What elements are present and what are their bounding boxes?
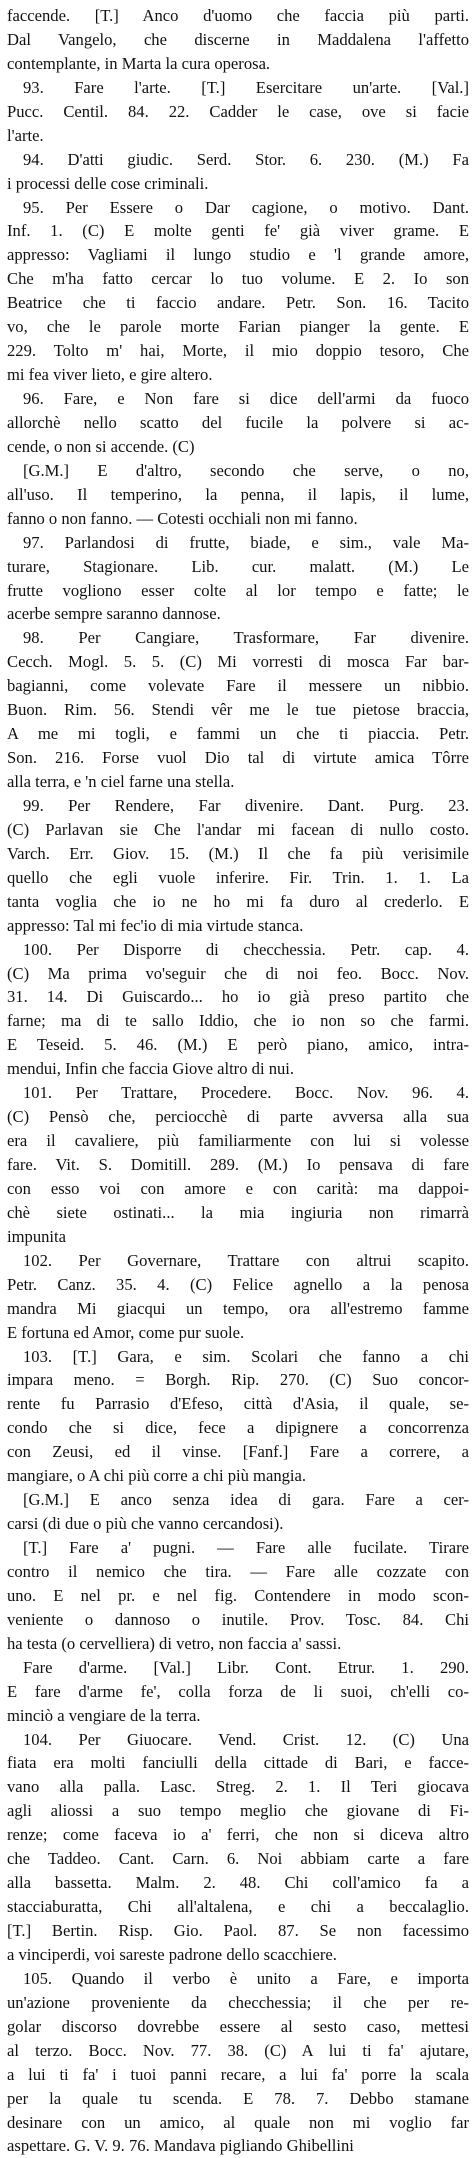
text-line: Dal Vangelo, che discerne in Maddalena l'affetto bbox=[7, 29, 469, 49]
text-line: l'arte. bbox=[7, 125, 44, 145]
text-line: Petr. Canz. 35. 4. (C) Felice agnello a la penosa bbox=[7, 1274, 469, 1294]
text-line: A me mi togli, e fammi un che ti piaccia. Petr. bbox=[7, 724, 469, 744]
text-line: mangiare, o A chi più corre a chi più mangia. bbox=[7, 1466, 307, 1486]
text-line: 101. Per Trattare, Procedere. Bocc. Nov. 96. 4. bbox=[23, 1083, 469, 1103]
text-line: 94. D'atti giudic. Serd. Stor. 6. 230. (M.) Fa bbox=[23, 149, 469, 169]
text-line: Cecch. Mogl. 5. 5. (C) Mi vorresti di mosca Far bar- bbox=[7, 652, 469, 672]
text-line: all'uso. Il temperino, la penna, il lapis, il lume, bbox=[7, 484, 469, 504]
text-line: allorchè nello scatto del fucile la polvere si ac- bbox=[7, 412, 469, 432]
text-line: fare. Vit. S. Domitill. 289. (M.) Io pensava di fare bbox=[7, 1155, 469, 1174]
text-line: Fare d'arme. [Val.] Libr. Cont. Etrur. 1. 290. bbox=[23, 1657, 469, 1677]
text-line: 229. Tolto m' hai, Morte, il mio doppio tesoro, Che bbox=[7, 341, 469, 361]
text-line: mendui, Infin che faccia Giove altro di nui. bbox=[7, 1059, 295, 1079]
text-line: un'azione proveniente da checchessia; il che per re- bbox=[7, 1992, 469, 2012]
text-line: [T.] Bertin. Risp. Gio. Paol. 87. Se non facessimo bbox=[7, 1921, 469, 1940]
text-line: 31. 14. Di Guiscardo... ho io già preso partito che bbox=[7, 987, 469, 1007]
text-line: 104. Per Giuocare. Vend. Crist. 12. (C) Una bbox=[23, 1729, 469, 1749]
text-line: carsi (di due o più che vanno cercandosi). bbox=[7, 1514, 284, 1534]
text-line: 97. Parlandosi di frutte, biade, e sim., vale Ma- bbox=[23, 532, 469, 552]
text-line: con esso voi con amore e con carità: ma dappoi- bbox=[7, 1178, 469, 1198]
text-line: 105. Quando il verbo è unito a Fare, e importa bbox=[23, 1968, 469, 1988]
text-line: frutte vogliono esser colte al lor tempo e fatte; le bbox=[7, 580, 469, 600]
text-line: tanta voglia che io ne ho mi fa duro al crederlo. E bbox=[7, 891, 469, 911]
text-line: 103. [T.] Gara, e sim. Scolari che fanno a chi bbox=[23, 1346, 469, 1366]
text-line: a lui ti fa' i tuoi panni recare, a lui fa' porre la scala bbox=[7, 2064, 469, 2084]
text-line: golar discorso dovrebbe essere al sesto caso, mettesi bbox=[7, 2016, 469, 2036]
text-line: 93. Fare l'arte. [T.] Esercitare un'arte. [Val.] bbox=[23, 77, 469, 97]
text-line: farne; ma di te sallo Iddio, che io non so che farmi. bbox=[7, 1011, 469, 1031]
text-line: contemplante, in Marta la cura operosa. bbox=[7, 53, 271, 73]
text-line: E fortuna ed Amor, come pur suole. bbox=[7, 1322, 245, 1342]
text-line: 98. Per Cangiare, Trasformare, Far divenire. bbox=[23, 628, 469, 648]
text-line: mandra Mi giacqui un tempo, ora all'estremo famme bbox=[7, 1298, 469, 1318]
text-line: fanno o non fanno. — Cotesti occhiali non mi fanno. bbox=[7, 508, 358, 528]
text-line: Inf. 1. (C) E molte genti fe' già viver grame. E bbox=[7, 221, 469, 241]
text-line: veniente o dannoso o inutile. Prov. Tosc. 84. Chi bbox=[7, 1609, 469, 1629]
text-line: Che m'ha fatto cercar lo tuo volume. E 2. Io son bbox=[7, 269, 469, 289]
text-line: stacciaburatta, Chi all'altalena, e chi a beccalaglio. bbox=[7, 1897, 469, 1917]
text-line: 100. Per Disporre di checchessia. Petr. cap. 4. bbox=[23, 939, 469, 959]
text-line: Buon. Rim. 56. Stendi vêr me le tue pietose braccia, bbox=[7, 700, 469, 720]
text-line: vo, che le parole morte Farian pianger la gente. E bbox=[7, 317, 469, 337]
text-line: vano alla palla. Lasc. Streg. 2. 1. Il Teri giocava bbox=[7, 1777, 469, 1797]
text-line: [G.M.] E d'altro, secondo che serve, o no, bbox=[23, 460, 469, 480]
text-line: per la quale tu scenda. E 78. 7. Debbo stamane bbox=[7, 2088, 469, 2108]
text-line: cende, o non si accende. (C) bbox=[7, 436, 195, 456]
text-line: uno. E nel pr. e nel fig. Contendere in modo scon- bbox=[7, 1585, 469, 1605]
dictionary-page-text bbox=[7, 4, 469, 2156]
text-line: i processi delle cose criminali. bbox=[7, 173, 209, 193]
text-line: al terzo. Bocc. Nov. 77. 38. (C) A lui ti fa' ajutare, bbox=[7, 2040, 469, 2060]
text-line: agli aliossi a suo tempo meglio che giovane di Fi- bbox=[7, 1801, 469, 1821]
text-line: renze; come faceva io a' ferri, che non si diceva altro bbox=[7, 1825, 469, 1845]
text-line: 95. Per Essere o Dar cagione, o motivo. Dant. bbox=[23, 197, 469, 217]
text-line: Son. 216. Forse vuol Dio tal di virtute amica Tôrre bbox=[7, 748, 469, 768]
text-line: ha testa (o cervelliera) di vetro, non faccia a' sassi. bbox=[7, 1633, 342, 1653]
text-line: minciò a vengiare de la terra. bbox=[7, 1705, 201, 1725]
text-line: che Taddeo. Cant. Carn. 6. Noi abbiam carte a fare bbox=[7, 1849, 469, 1869]
text-line: contro il nemico che tira. — Fare alle cozzate con bbox=[7, 1561, 469, 1581]
text-line: E Teseid. 5. 46. (M.) E però piano, amico, intra- bbox=[7, 1035, 469, 1055]
text-line: mi fea viver lieto, e gire altero. bbox=[7, 365, 213, 385]
text-line: 99. Per Rendere, Far divenire. Dant. Purg. 23. bbox=[23, 795, 469, 815]
text-line: (C) Pensò che, perciocchè di parte avversa alla sua bbox=[7, 1107, 469, 1127]
text-line: Varch. Err. Giov. 15. (M.) Il che fa più verisimile bbox=[7, 843, 469, 863]
text-line: turare, Stagionare. Lib. cur. malatt. (M.) Le bbox=[7, 556, 469, 576]
text-line: Beatrice che ti faccio andare. Petr. Son. 16. Tacito bbox=[7, 293, 469, 313]
text-line: quello che egli vuole inferire. Fir. Trin. 1. 1. La bbox=[7, 867, 469, 887]
text-line: era il cavaliere, più familiarmente con lui si volesse bbox=[7, 1131, 469, 1151]
text-line: 96. Fare, e Non fare si dice dell'armi da fuoco bbox=[23, 389, 469, 408]
text-line: Pucc. Centil. 84. 22. Cadder le case, ove si facie bbox=[7, 101, 469, 121]
text-line: [G.M.] E anco senza idea di gara. Fare a cer- bbox=[23, 1490, 469, 1510]
text-line: aspettare. G. V. 9. 76. Mandava pigliando Ghibellini bbox=[7, 2136, 354, 2156]
text-line: con Zeusi, ed il vinse. [Fanf.] Fare a correre, a bbox=[7, 1442, 469, 1462]
text-line: alla bassetta. Malm. 2. 48. Chi coll'amico fa a bbox=[7, 1873, 469, 1893]
text-line: desinare con un amico, al quale non mi voglio far bbox=[7, 2112, 469, 2132]
text-line: E fare d'arme fe', colla forza de li suoi, ch'elli co- bbox=[7, 1681, 469, 1701]
text-line: impunita bbox=[7, 1226, 66, 1246]
text-line: fiata era molti fanciulli della cittade di Bari, e facce- bbox=[7, 1753, 469, 1773]
text-line: a vinciperdi, voi sareste padrone dello scacchiere. bbox=[7, 1944, 337, 1964]
text-line: chè siete ostinati... la mia ingiuria non rimarrà bbox=[7, 1202, 469, 1222]
text-line: rente fu Parrasio d'Efeso, città d'Asia, il quale, se- bbox=[7, 1394, 469, 1414]
text-line: bagianni, come volevate Fare il messere un nibbio. bbox=[7, 676, 469, 696]
text-line: 102. Per Governare, Trattare con altrui scapito. bbox=[23, 1250, 469, 1270]
text-line: impara meno. = Borgh. Rip. 270. (C) Suo concor- bbox=[7, 1370, 469, 1390]
text-line: appresso: Tal mi fec'io di mia virtude stanca. bbox=[7, 915, 304, 935]
text-line: faccende. [T.] Anco d'uomo che faccia più parti. bbox=[7, 6, 469, 25]
text-line: [T.] Fare a' pugni. — Fare alle fucilate. Tirare bbox=[23, 1538, 469, 1557]
text-line: (C) Ma prima vo'seguir che di noi feo. Bocc. Nov. bbox=[7, 963, 469, 983]
text-line: condo che si dice, fece a dipignere a concorrenza bbox=[7, 1418, 469, 1438]
text-line: alla terra, e 'n ciel farne una stella. bbox=[7, 772, 235, 791]
text-line: appresso: Vagliami il lungo studio e 'l grande amore, bbox=[7, 245, 469, 265]
text-line: (C) Parlavan sie Che l'andar mi facean di nullo costo. bbox=[7, 819, 469, 839]
text-line: acerbe sempre saranno dannose. bbox=[7, 604, 221, 624]
